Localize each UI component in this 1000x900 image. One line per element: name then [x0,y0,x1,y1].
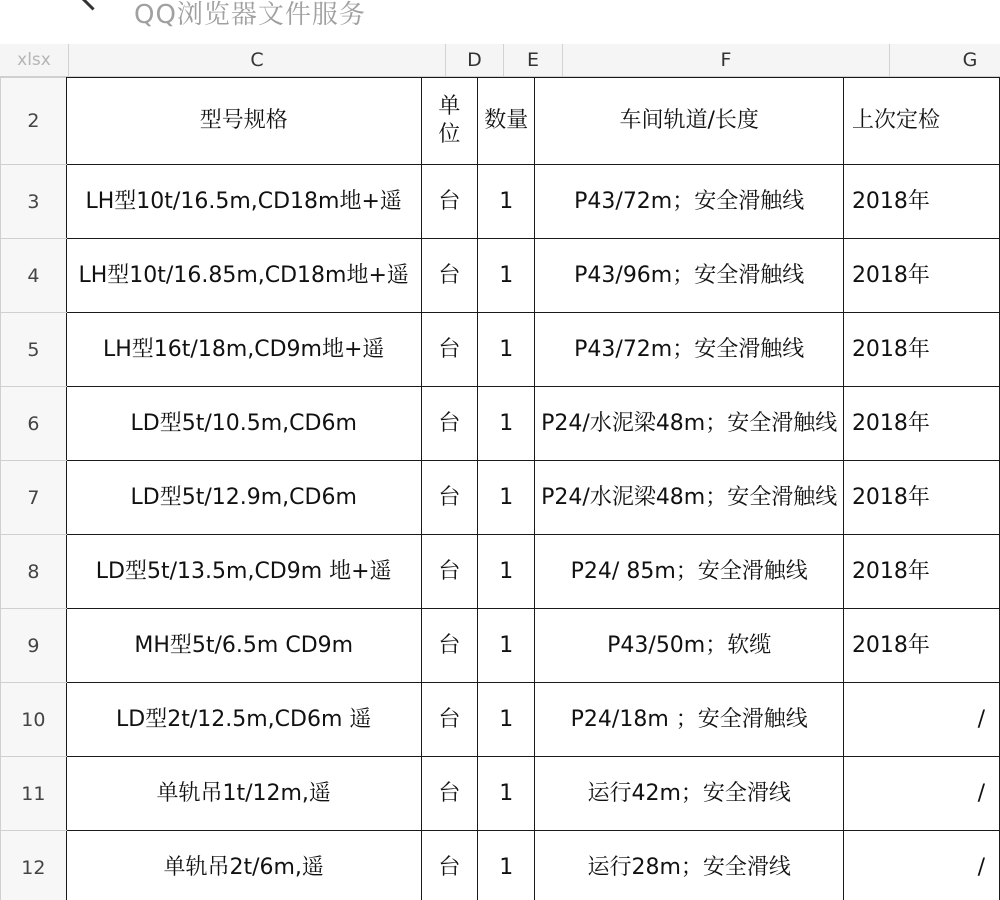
cell-unit[interactable]: 台 [421,683,477,757]
cell-model[interactable]: LH型10t/16.5m,CD18m地+遥 [66,165,421,239]
cell-quantity[interactable]: 1 [478,609,535,683]
table-row [1,757,1000,831]
row-number[interactable]: 2 [1,78,67,165]
cell-last-inspection[interactable]: 2018年 [843,165,999,239]
row-number[interactable]: 8 [1,535,67,609]
cell-unit[interactable]: 台 [421,757,477,831]
spreadsheet-grid[interactable] [0,77,1000,900]
cell-model[interactable]: LD型5t/10.5m,CD6m [66,387,421,461]
cell-unit[interactable]: 台 [421,165,477,239]
cell-unit[interactable]: 台 [421,831,477,900]
cell-quantity[interactable]: 1 [478,757,535,831]
cell-track-length[interactable]: P24/水泥梁48m；安全滑触线 [535,387,843,461]
cell-track-length[interactable]: P43/50m；软缆 [535,609,843,683]
table-row [1,609,1000,683]
table-row [1,239,1000,313]
cell-quantity[interactable]: 1 [478,165,535,239]
column-header-corner[interactable]: xlsx [0,44,69,76]
cell-quantity[interactable]: 1 [478,239,535,313]
app-title: QQ浏览器文件服务 [134,0,366,30]
cell-track-length[interactable]: P24/ 85m；安全滑触线 [535,535,843,609]
table-row [1,683,1000,757]
table-row [1,387,1000,461]
column-header-f[interactable]: F [563,44,890,76]
cell-last-inspection[interactable]: / [843,831,999,900]
cell-last-inspection[interactable]: 2018年 [843,535,999,609]
header-cell-track-length[interactable]: 车间轨道/长度 [535,78,843,165]
cell-model[interactable]: LH型10t/16.85m,CD18m地+遥 [66,239,421,313]
cell-quantity[interactable]: 1 [478,313,535,387]
cell-model[interactable]: LD型5t/13.5m,CD9m 地+遥 [66,535,421,609]
header-cell-last-inspection[interactable]: 上次定检 [843,78,999,165]
header-cell-quantity[interactable]: 数量 [478,78,535,165]
cell-last-inspection[interactable]: / [843,683,999,757]
cell-last-inspection[interactable]: 2018年 [843,609,999,683]
cell-quantity[interactable]: 1 [478,535,535,609]
cell-model[interactable]: 单轨吊1t/12m,遥 [66,757,421,831]
cell-last-inspection[interactable]: 2018年 [843,387,999,461]
header-cell-unit[interactable]: 单位 [421,78,477,165]
column-header-row [0,44,1000,77]
row-number[interactable]: 3 [1,165,67,239]
cell-last-inspection[interactable]: 2018年 [843,313,999,387]
cell-model[interactable]: LH型16t/18m,CD9m地+遥 [66,313,421,387]
cell-last-inspection[interactable]: 2018年 [843,239,999,313]
cell-unit[interactable]: 台 [421,535,477,609]
row-number[interactable]: 6 [1,387,67,461]
title-bar [0,0,1000,45]
cell-unit[interactable]: 台 [421,239,477,313]
cell-last-inspection[interactable]: / [843,757,999,831]
cell-quantity[interactable]: 1 [478,831,535,900]
row-number[interactable]: 7 [1,461,67,535]
cell-unit[interactable]: 台 [421,461,477,535]
cell-quantity[interactable]: 1 [478,387,535,461]
row-number[interactable]: 10 [1,683,67,757]
cell-model[interactable]: MH型5t/6.5m CD9m [66,609,421,683]
cell-quantity[interactable]: 1 [478,461,535,535]
table-row [1,535,1000,609]
data-table [0,77,1000,900]
cell-unit[interactable]: 台 [421,609,477,683]
cell-track-length[interactable]: 运行28m；安全滑线 [535,831,843,900]
cell-unit[interactable]: 台 [421,313,477,387]
cell-track-length[interactable]: P43/72m；安全滑触线 [535,313,843,387]
row-number[interactable]: 12 [1,831,67,900]
table-row [1,165,1000,239]
header-cell-model[interactable]: 型号规格 [66,78,421,165]
table-header-row [1,78,1000,165]
back-arrow-icon[interactable] [80,0,104,11]
cell-quantity[interactable]: 1 [478,683,535,757]
cell-model[interactable]: LD型2t/12.5m,CD6m 遥 [66,683,421,757]
row-number[interactable]: 9 [1,609,67,683]
table-row [1,313,1000,387]
cell-track-length[interactable]: P24/18m ；安全滑触线 [535,683,843,757]
row-number[interactable]: 5 [1,313,67,387]
row-number[interactable]: 4 [1,239,67,313]
cell-model[interactable]: LD型5t/12.9m,CD6m [66,461,421,535]
cell-model[interactable]: 单轨吊2t/6m,遥 [66,831,421,900]
column-header-c[interactable]: C [69,44,446,76]
row-number[interactable]: 11 [1,757,67,831]
cell-track-length[interactable]: P43/96m；安全滑触线 [535,239,843,313]
cell-track-length[interactable]: P43/72m；安全滑触线 [535,165,843,239]
table-row [1,461,1000,535]
column-header-g[interactable]: G [962,49,978,71]
column-header-d[interactable]: D [446,44,504,76]
column-header-e[interactable]: E [504,44,563,76]
cell-track-length[interactable]: P24/水泥梁48m；安全滑触线 [535,461,843,535]
table-row [1,831,1000,900]
cell-unit[interactable]: 台 [421,387,477,461]
cell-track-length[interactable]: 运行42m；安全滑线 [535,757,843,831]
cell-last-inspection[interactable]: 2018年 [843,461,999,535]
